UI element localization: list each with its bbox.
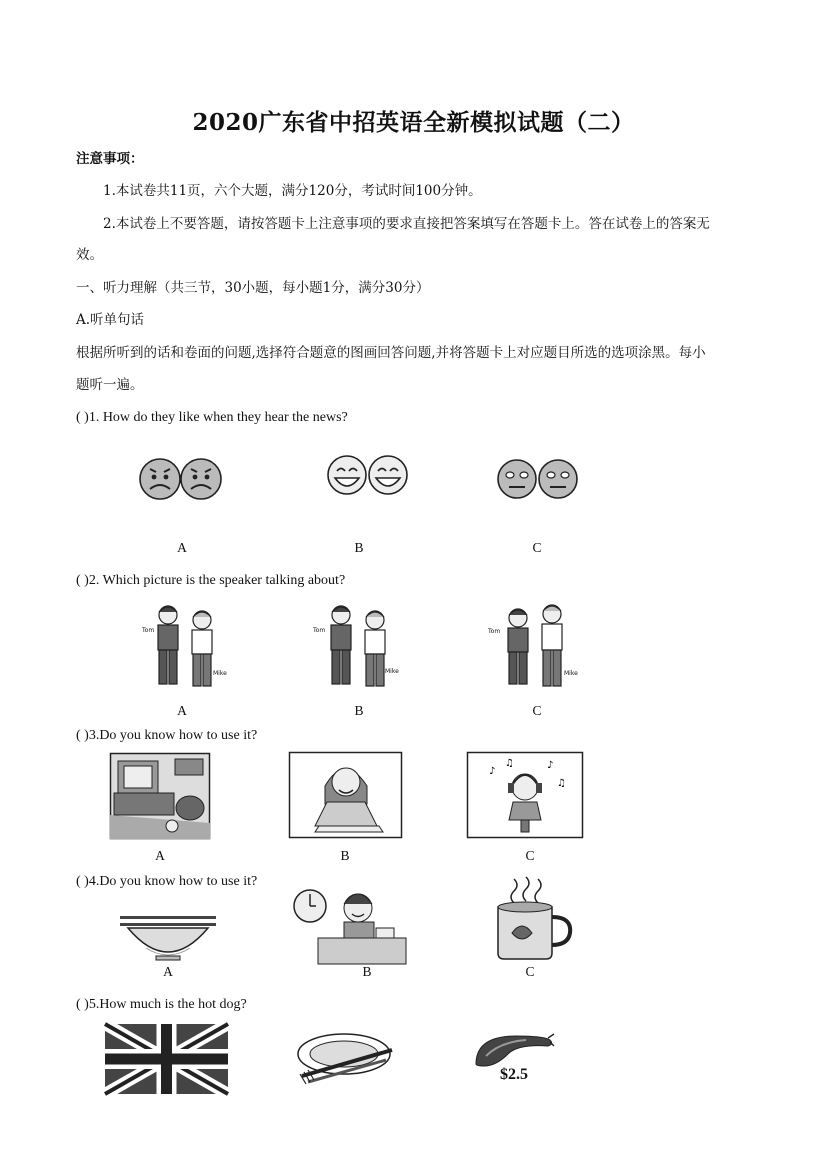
instructions: 根据所听到的话和卷面的问题,选择符合题意的图画回答问题,并将答题卡上对应题目所选的选项涂黑。每小	[76, 345, 706, 361]
svg-text:♫: ♫	[557, 778, 566, 789]
question-4: ( )4.Do you know how to use it?	[76, 874, 258, 889]
notice-heading: 注意事项：	[76, 151, 144, 167]
option-b-label: B	[354, 703, 364, 718]
name-label-mike: Mike	[213, 670, 227, 677]
notice-item-1: 1.本试卷共11页，六个大题，满分120分，考试时间100分钟。	[103, 183, 482, 199]
name-label-tom: Tom	[142, 627, 155, 634]
option-b-label: B	[340, 848, 350, 863]
name-label-mike: Mike	[385, 668, 399, 675]
option-a-label: A	[177, 540, 187, 555]
option-c-label: C	[532, 703, 542, 718]
option-b-label: B	[362, 964, 372, 979]
boy-clock-picture	[292, 888, 410, 966]
hot-cup-picture	[492, 875, 574, 961]
option-c-label: C	[525, 848, 535, 863]
bowl-chopsticks-picture	[120, 910, 216, 962]
name-label-tom: Tom	[313, 627, 326, 634]
hot-dog-picture	[470, 1030, 554, 1066]
instructions-cont: 题听一遍。	[76, 377, 144, 393]
name-label-mike: Mike	[564, 670, 578, 677]
option-a-label: A	[177, 703, 187, 718]
svg-text:♪: ♪	[489, 766, 496, 777]
girl-headphones-picture	[467, 752, 583, 838]
neutral-faces-image	[495, 457, 585, 503]
option-b-label: B	[354, 540, 364, 555]
option-c-label: C	[525, 964, 535, 979]
tv-room-picture	[110, 753, 210, 839]
boys-picture-a	[140, 602, 230, 692]
sad-faces-image	[138, 455, 228, 503]
plate-cutlery-picture	[296, 1030, 396, 1086]
question-2: ( )2. Which picture is the speaker talking about?	[76, 573, 346, 588]
price-tag: $2.5	[500, 1066, 528, 1083]
question-3: ( )3.Do you know how to use it?	[76, 728, 258, 743]
question-1: ( )1. How do they like when they hear the news?	[76, 410, 348, 425]
option-c-label: C	[532, 540, 542, 555]
notice-item-2-cont: 效。	[76, 247, 103, 263]
question-5: ( )5.How much is the hot dog?	[76, 997, 247, 1012]
notice-item-2: 2.本试卷上不要答题，请按答题卡上注意事项的要求直接把答案填写在答题卡上。答在试卷上的答案无	[103, 216, 710, 232]
section-heading: 一、听力理解（共三节，30小题，每小题1分，满分30分）	[76, 280, 430, 296]
page-title: 2020广东省中招英语全新模拟试题（二）	[192, 109, 635, 136]
option-a-label: A	[163, 964, 173, 979]
svg-text:♫: ♫	[505, 758, 514, 769]
name-label-tom: Tom	[488, 628, 501, 635]
boys-picture-c	[490, 602, 580, 692]
girl-writing-picture	[289, 752, 402, 838]
boys-picture-b	[313, 602, 403, 692]
option-a-label: A	[155, 848, 165, 863]
happy-faces-image	[325, 453, 415, 501]
part-heading: A.听单句话	[76, 312, 145, 328]
svg-text:♪: ♪	[547, 760, 554, 771]
union-jack-flag-picture	[105, 1024, 228, 1094]
